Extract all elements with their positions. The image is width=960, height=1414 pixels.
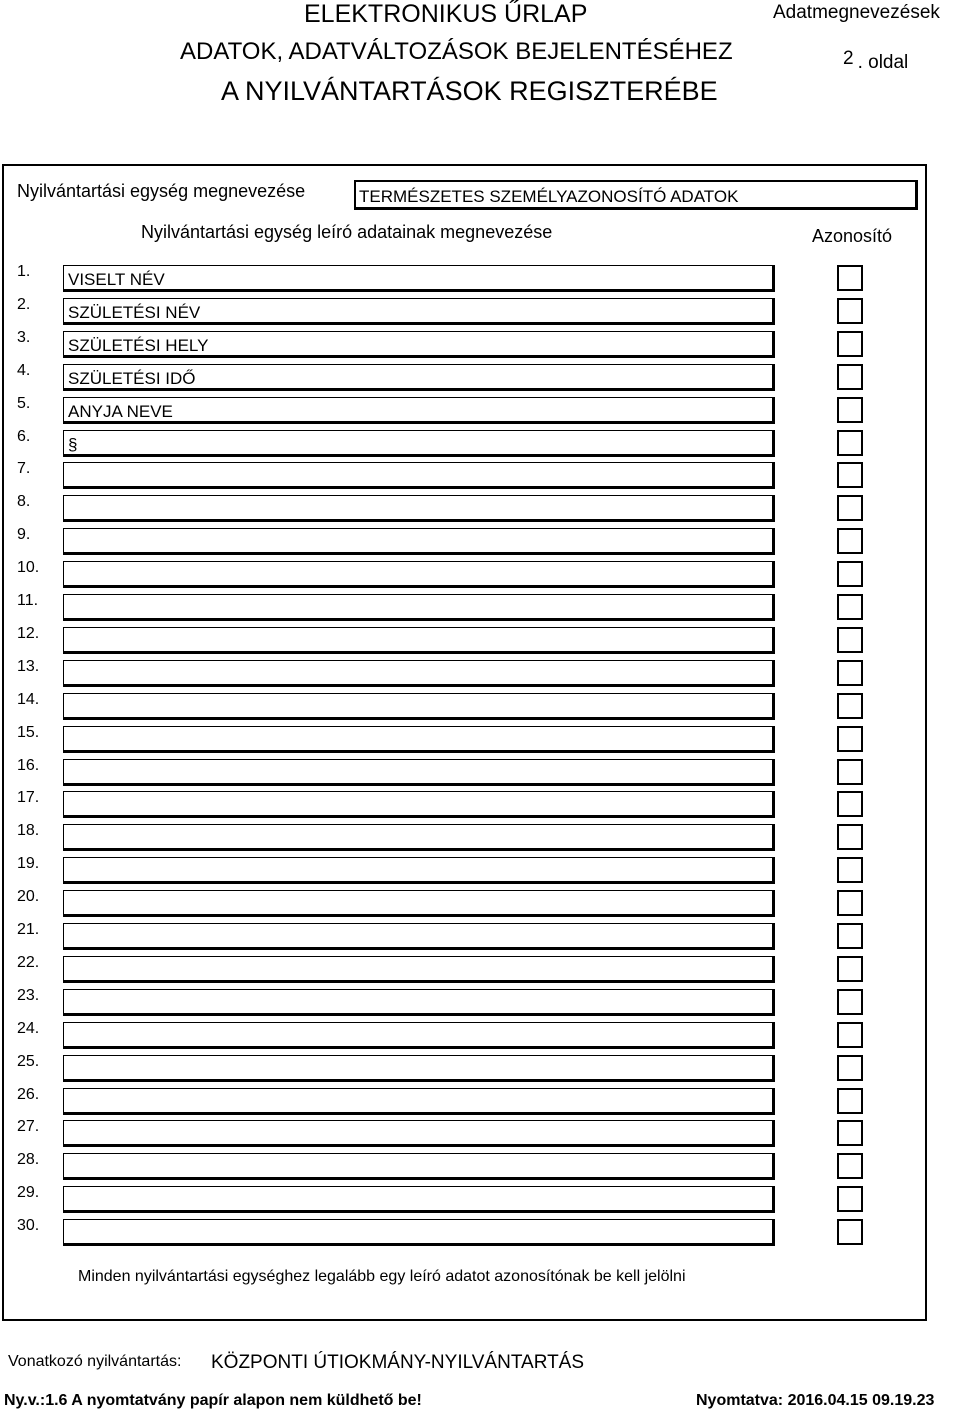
identifier-checkbox[interactable] [837,561,863,587]
identifier-checkbox[interactable] [837,265,863,291]
row-number: 25. [17,1053,40,1070]
form-subtitle-line2: A NYILVÁNTARTÁSOK REGISZTERÉBE [221,76,718,106]
descriptor-field[interactable]: ANYJA NEVE [63,397,775,424]
identifier-header: Azonosító [812,226,893,246]
descriptor-field[interactable] [63,660,775,687]
row-number: 29. [17,1184,40,1201]
print-timestamp: Nyomtatva: 2016.04.15 09.19.23 [696,1392,935,1409]
row-number: 20. [17,888,40,905]
page-suffix: . oldal [857,52,909,73]
descriptor-field[interactable] [63,1055,775,1082]
descriptor-field[interactable] [63,890,775,917]
descriptor-field[interactable] [63,1120,775,1147]
row-number: 12. [17,625,40,642]
identifier-checkbox[interactable] [837,594,863,620]
form-title: ELEKTRONIKUS ŰRLAP [304,0,588,28]
identifier-checkbox[interactable] [837,1022,863,1048]
related-registry-label: Vonatkozó nyilvántartás: [8,1353,182,1370]
footnote: Minden nyilvántartási egységhez legalább egy leíró adatot azonosítónak be kell jelölni [78,1268,686,1285]
descriptor-field[interactable]: SZÜLETÉSI IDŐ [63,364,775,391]
row-number: 4. [17,362,31,379]
descriptor-field[interactable]: § [63,430,775,457]
descriptor-field[interactable] [63,1219,775,1246]
descriptor-field[interactable] [63,462,775,489]
row-number: 27. [17,1118,40,1135]
row-number: 16. [17,757,40,774]
identifier-checkbox[interactable] [837,1186,863,1212]
row-number: 3. [17,329,31,346]
descriptor-field[interactable] [63,627,775,654]
row-number: 22. [17,954,40,971]
unit-label: Nyilvántartási egység megnevezése [17,181,306,201]
identifier-checkbox[interactable] [837,989,863,1015]
identifier-checkbox[interactable] [837,627,863,653]
descriptor-field[interactable] [63,528,775,555]
identifier-checkbox[interactable] [837,1055,863,1081]
descriptor-field[interactable] [63,1153,775,1180]
unit-value-field[interactable]: TERMÉSZETES SZEMÉLYAZONOSÍTÓ ADATOK [354,180,918,210]
identifier-checkbox[interactable] [837,791,863,817]
descriptor-field[interactable] [63,1088,775,1115]
row-number: 11. [17,592,39,609]
identifier-checkbox[interactable] [837,1153,863,1179]
descriptor-field[interactable] [63,956,775,983]
identifier-checkbox[interactable] [837,956,863,982]
row-number: 15. [17,724,40,741]
row-number: 8. [17,493,31,510]
identifier-checkbox[interactable] [837,495,863,521]
row-number: 30. [17,1217,40,1234]
descriptor-field[interactable] [63,1022,775,1049]
version-note: Ny.v.:1.6 A nyomtatvány papír alapon nem küldhető be! [4,1392,422,1409]
identifier-checkbox[interactable] [837,759,863,785]
descriptor-field[interactable] [63,923,775,950]
identifier-checkbox[interactable] [837,528,863,554]
identifier-checkbox[interactable] [837,1088,863,1114]
row-number: 1. [17,263,31,280]
descriptor-field[interactable]: SZÜLETÉSI HELY [63,331,775,358]
identifier-checkbox[interactable] [837,726,863,752]
row-number: 17. [17,789,40,806]
descriptor-field[interactable] [63,759,775,786]
identifier-checkbox[interactable] [837,1120,863,1146]
row-number: 24. [17,1020,40,1037]
identifier-checkbox[interactable] [837,1219,863,1245]
descriptor-field[interactable]: VISELT NÉV [63,265,775,292]
identifier-checkbox[interactable] [837,430,863,456]
descriptor-field[interactable] [63,495,775,522]
descriptor-field[interactable] [63,1186,775,1213]
row-number: 28. [17,1151,40,1168]
identifier-checkbox[interactable] [837,660,863,686]
related-registry-value: KÖZPONTI ÚTIOKMÁNY-NYILVÁNTARTÁS [211,1352,585,1373]
identifier-checkbox[interactable] [837,331,863,357]
page-number: 2 [843,48,854,69]
descriptor-field[interactable] [63,561,775,588]
row-number: 6. [17,428,31,445]
row-number: 23. [17,987,40,1004]
row-number: 21. [17,921,40,938]
row-number: 19. [17,855,40,872]
row-number: 13. [17,658,40,675]
row-number: 26. [17,1086,40,1103]
form-subtitle-line1: ADATOK, ADATVÁLTOZÁSOK BEJELENTÉSÉHEZ [180,38,733,65]
row-number: 9. [17,526,31,543]
page-indicator [843,48,909,74]
identifier-checkbox[interactable] [837,397,863,423]
identifier-checkbox[interactable] [837,923,863,949]
identifier-checkbox[interactable] [837,857,863,883]
identifier-checkbox[interactable] [837,298,863,324]
row-number: 2. [17,296,31,313]
row-number: 14. [17,691,40,708]
description-header: Nyilvántartási egység leíró adatainak megnevezése [141,222,553,242]
descriptor-field[interactable] [63,594,775,621]
identifier-checkbox[interactable] [837,890,863,916]
row-number: 7. [17,460,31,477]
descriptor-field[interactable] [63,693,775,720]
identifier-checkbox[interactable] [837,364,863,390]
row-number: 5. [17,395,31,412]
identifier-checkbox[interactable] [837,462,863,488]
descriptor-field[interactable] [63,726,775,753]
identifier-checkbox[interactable] [837,824,863,850]
descriptor-field[interactable] [63,791,775,818]
identifier-checkbox[interactable] [837,693,863,719]
row-number: 10. [17,559,40,576]
section-name: Adatmegnevezések [773,2,940,23]
descriptor-field[interactable] [63,824,775,851]
row-number: 18. [17,822,40,839]
descriptor-field[interactable] [63,989,775,1016]
descriptor-field[interactable] [63,857,775,884]
descriptor-field[interactable]: SZÜLETÉSI NÉV [63,298,775,325]
